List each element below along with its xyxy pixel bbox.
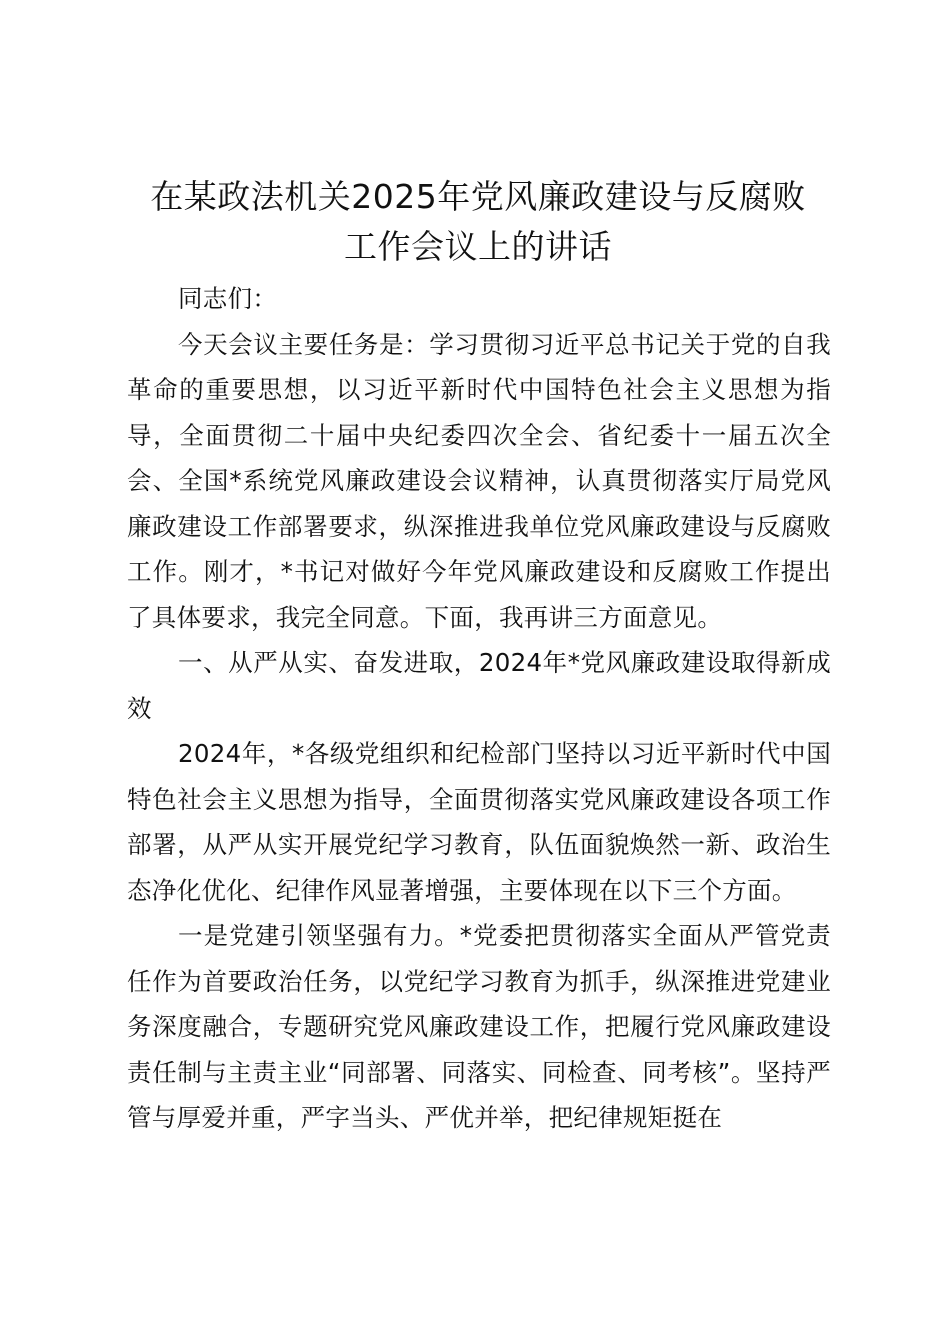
paragraph-intro: 今天会议主要任务是：学习贯彻习近平总书记关于党的自我革命的重要思想，以习近平新时代中国特色社会主义思想为指导，全面贯彻二十届中央纪委四次全会、省纪委十一届五次全会、全国*系统党风廉政建设会议精神，认真贯彻落实厅局党风廉政建设工作部署要求，纵深推进我单位党风廉政建设与反腐败工作。刚才，*书记对做好今年党风廉政建设和反腐败工作提出了具体要求，我完全同意。下面，我再讲三方面意见。 [127, 329, 831, 632]
document-body [127, 276, 831, 1141]
paragraph-2024-summary: 2024年，*各级党组织和纪检部门坚持以习近平新时代中国特色社会主义思想为指导，全面贯彻落实党风廉政建设各项工作部署，从严从实开展党纪学习教育，队伍面貌焕然一新、政治生态净化优化、纪律作风显著增强，主要体现在以下三个方面。 [127, 739, 831, 905]
salutation: 同志们： [178, 284, 278, 313]
title-line-1: 在某政法机关2025年党风廉政建设与反腐败 [150, 177, 806, 216]
paragraph-party-building: 一是党建引领坚强有力。*党委把贯彻落实全面从严管党责任作为首要政治任务，以党纪学习教育为抓手，纵深推进党建业务深度融合，专题研究党风廉政建设工作，把履行党风廉政建设责任制与主责主业“同部署、同落实、同检查、同考核”。坚持严管与厚爱并重，严字当头、严优并举，把纪律规矩挺在 [127, 921, 831, 1132]
section-heading-1: 一、从严从实、奋发进取，2024年*党风廉政建设取得新成效 [127, 648, 831, 723]
title-line-2: 工作会议上的讲话 [344, 227, 612, 266]
document-title [118, 172, 838, 272]
